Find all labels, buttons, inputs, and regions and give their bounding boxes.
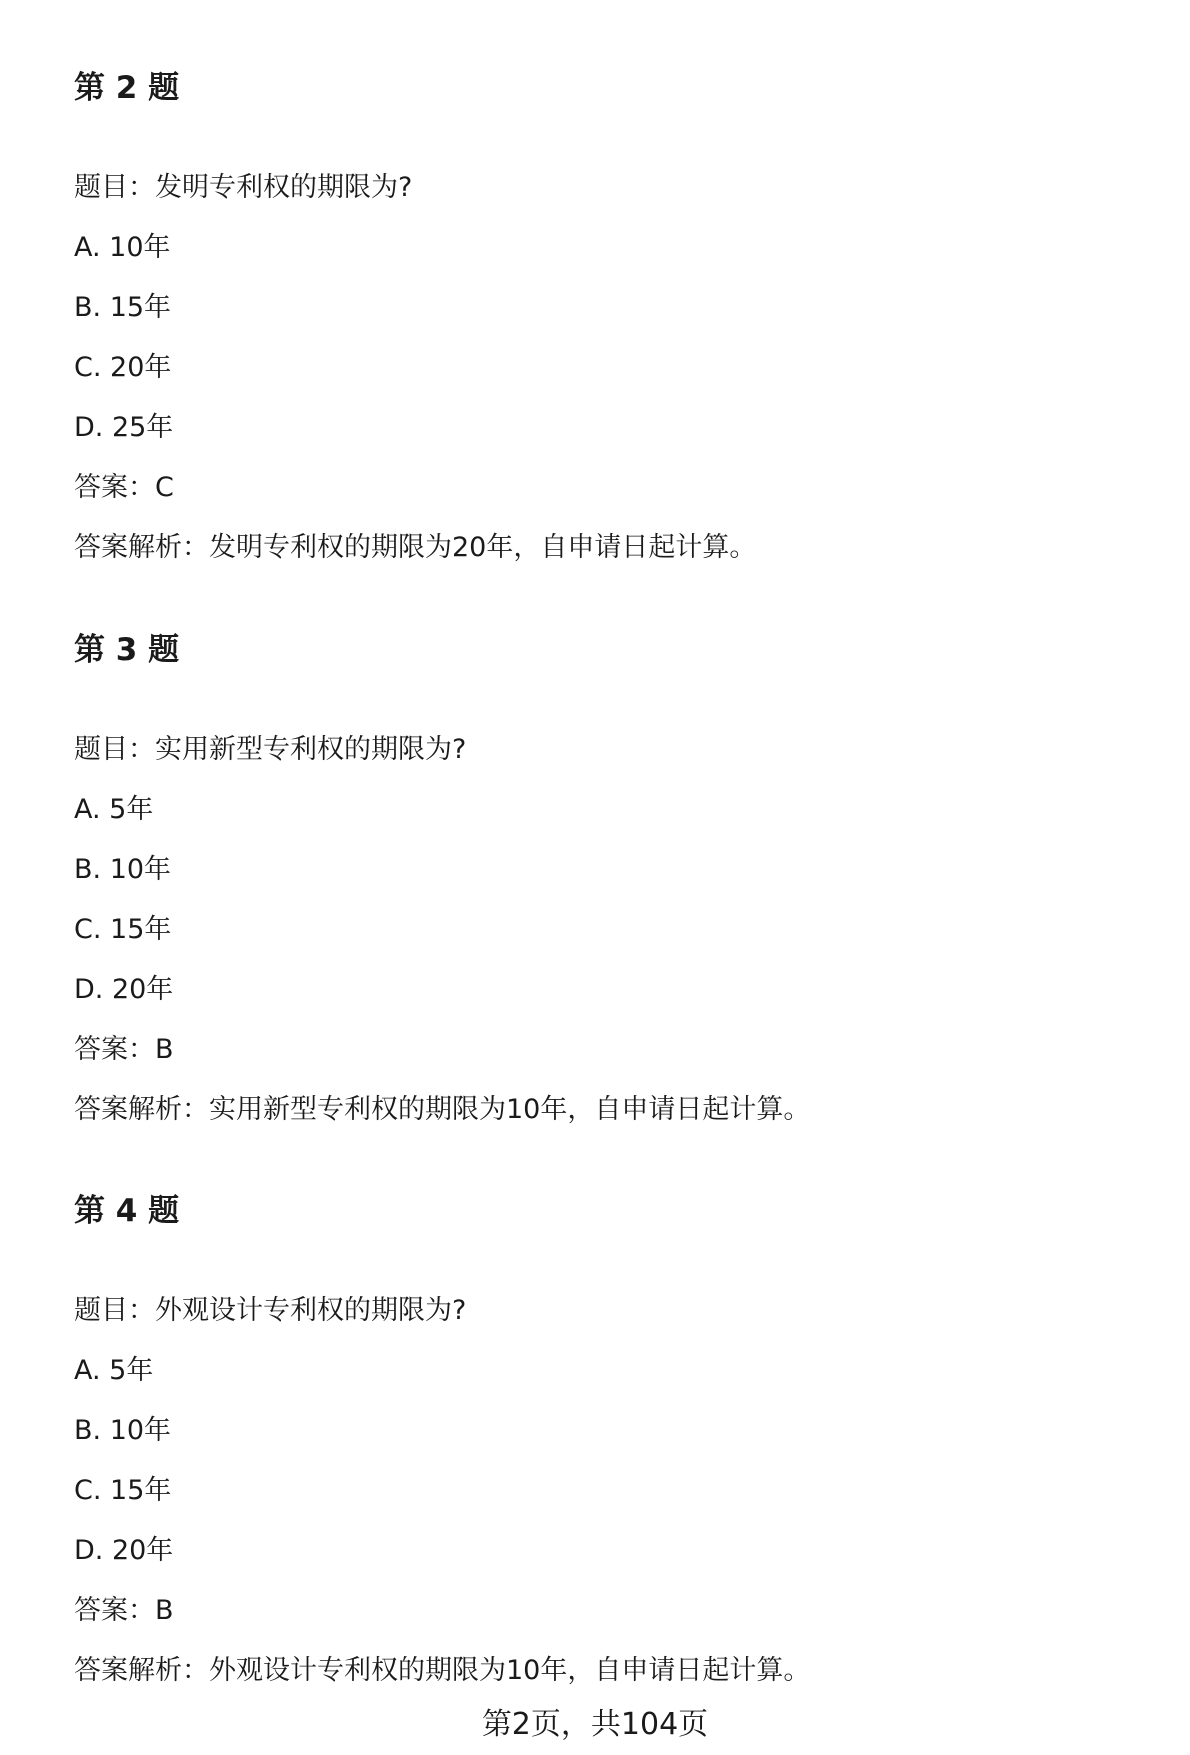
option-a: A. 10年: [74, 232, 171, 263]
option-c: C. 20年: [74, 352, 172, 383]
answer: 答案：C: [74, 472, 174, 503]
option-d: D. 20年: [74, 1535, 174, 1566]
answer: 答案：B: [74, 1595, 174, 1626]
option-a: A. 5年: [74, 794, 154, 825]
answer-explanation: 答案解析：发明专利权的期限为20年，自申请日起计算。: [74, 532, 757, 563]
option-a: A. 5年: [74, 1355, 154, 1386]
answer: 答案：B: [74, 1034, 174, 1065]
option-b: B. 15年: [74, 292, 172, 323]
answer-explanation: 答案解析：外观设计专利权的期限为10年，自申请日起计算。: [74, 1655, 811, 1686]
question-block-3: [74, 630, 1124, 1150]
question-heading: 第 3 题: [74, 632, 180, 668]
question-heading: 第 4 题: [74, 1193, 180, 1229]
question-heading: 第 2 题: [74, 70, 180, 106]
question-prompt: 题目：发明专利权的期限为?: [74, 172, 413, 203]
page-number-footer: 第2页，共104页: [481, 1707, 709, 1742]
question-block-4: [74, 1191, 1124, 1711]
question-block-2: [74, 68, 1124, 588]
option-c: C. 15年: [74, 1475, 172, 1506]
option-b: B. 10年: [74, 854, 172, 885]
question-prompt: 题目：外观设计专利权的期限为?: [74, 1295, 467, 1326]
question-prompt: 题目：实用新型专利权的期限为?: [74, 734, 467, 765]
answer-explanation: 答案解析：实用新型专利权的期限为10年，自申请日起计算。: [74, 1094, 811, 1125]
option-d: D. 25年: [74, 412, 174, 443]
option-d: D. 20年: [74, 974, 174, 1005]
option-b: B. 10年: [74, 1415, 172, 1446]
option-c: C. 15年: [74, 914, 172, 945]
